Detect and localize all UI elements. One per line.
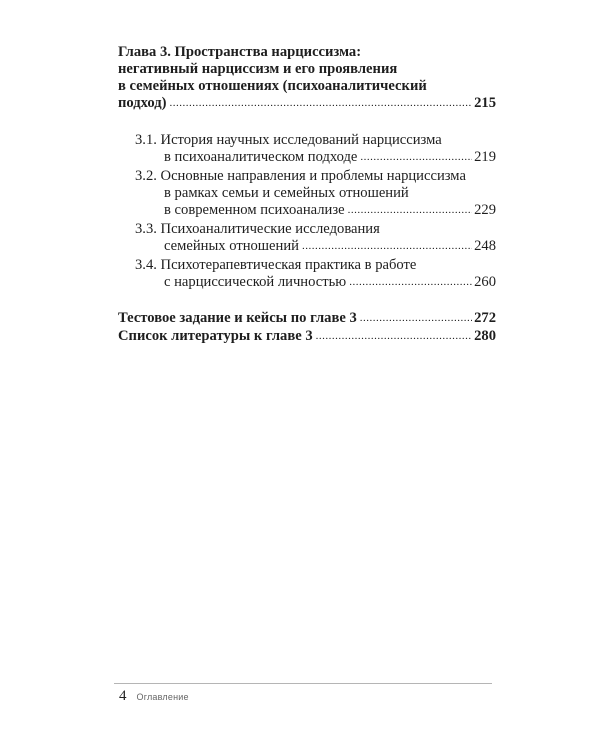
toc-page-number: 272 [474, 310, 496, 326]
back-matter-title: Тестовое задание и кейсы по главе 3 [118, 310, 357, 326]
toc-section-3-4[interactable] [118, 257, 496, 292]
section-title-line: 3.1. История научных исследований нарциссизма [135, 132, 442, 148]
toc-page-number: 215 [474, 95, 496, 111]
toc-chapter-3[interactable] [118, 44, 496, 113]
dot-leader [170, 95, 473, 112]
dot-leader [302, 238, 472, 255]
page-footer [119, 688, 189, 705]
chapter-title-line-4: подход) [118, 95, 167, 111]
table-of-contents [118, 44, 496, 346]
footer-page-number: 4 [119, 688, 127, 704]
chapter-title-line-3: в семейных отношениях (психоаналитический [118, 78, 427, 94]
dot-leader [316, 328, 472, 345]
toc-page-number: 280 [474, 328, 496, 344]
toc-page-number: 248 [474, 238, 496, 254]
toc-page-number: 260 [474, 274, 496, 290]
toc-section-3-1[interactable] [118, 132, 496, 167]
footer-section-name: Оглавление [136, 692, 189, 702]
section-title-last-line: семейных отношений [164, 238, 299, 254]
dot-leader [360, 310, 472, 327]
dot-leader [348, 202, 473, 219]
section-title-line: 3.3. Психоаналитические исследования [135, 221, 380, 237]
section-title-last-line: в современном психоанализе [164, 202, 345, 218]
toc-test-and-cases[interactable] [118, 310, 496, 328]
back-matter-title: Список литературы к главе 3 [118, 328, 313, 344]
dot-leader [360, 149, 472, 166]
footer-divider [114, 683, 492, 684]
scan-artifact [170, 614, 180, 616]
section-title-line: 3.2. Основные направления и проблемы нарциссизма [135, 168, 466, 184]
toc-section-3-3[interactable] [118, 221, 496, 256]
section-title-last-line: с нарциссической личностью [164, 274, 347, 290]
section-title-line: в рамках семьи и семейных отношений [164, 185, 409, 201]
toc-page-number: 229 [474, 202, 496, 218]
chapter-title-line-1: Глава 3. Пространства нарциссизма: [118, 44, 362, 60]
toc-page-number: 219 [474, 149, 496, 165]
toc-section-3-2[interactable] [118, 168, 496, 220]
section-title-last-line: в психоаналитическом подходе [164, 149, 358, 165]
dot-leader [349, 274, 472, 291]
chapter-title-line-2: негативный нарциссизм и его проявления [118, 61, 398, 77]
toc-references[interactable] [118, 328, 496, 346]
section-title-line: 3.4. Психотерапевтическая практика в работе [135, 257, 417, 273]
